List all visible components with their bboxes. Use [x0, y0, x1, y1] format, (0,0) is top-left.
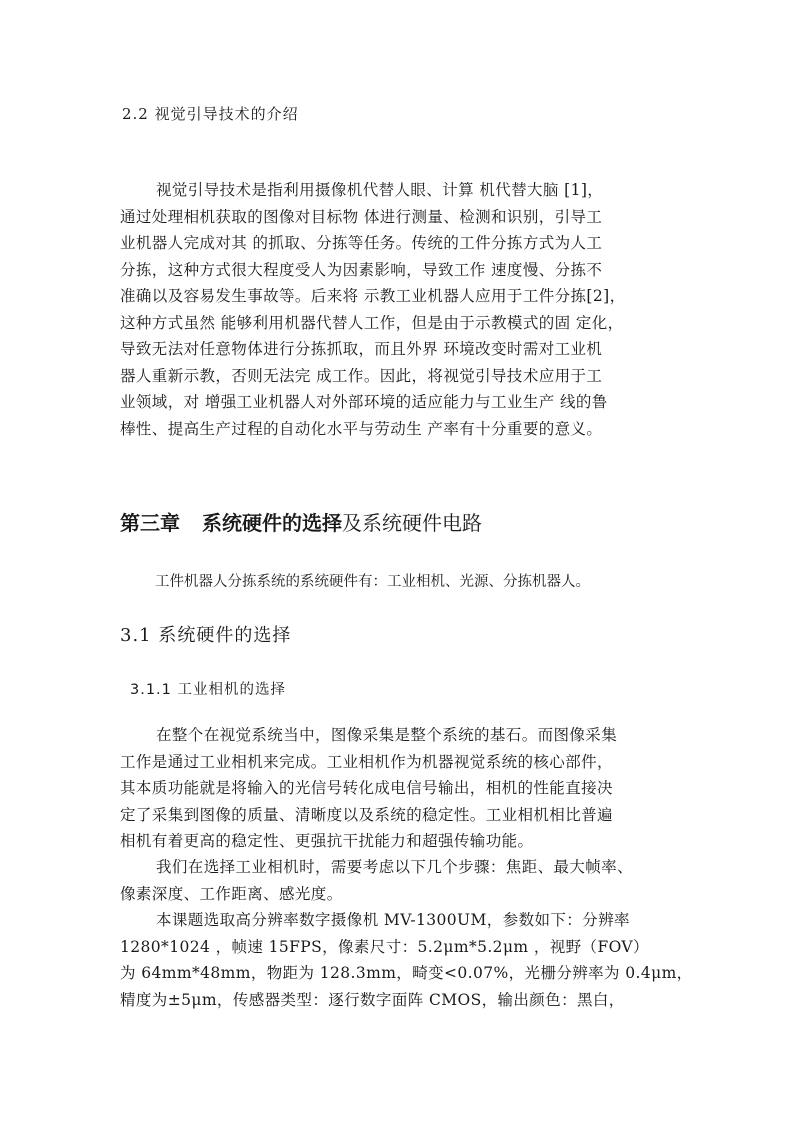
paragraph-line: 像素深度、工作距离、感光度。 [120, 884, 343, 903]
section-3-1-1-heading: 3.1.1 工业相机的选择 [130, 682, 287, 698]
paragraph-line: 业机器人完成对其 的抓取、分拣等任务。传统的工件分拣方式为人工 [120, 234, 603, 252]
paragraph-line: 在整个在视觉系统当中，图像采集是整个系统的基石。而图像采集 [156, 726, 618, 744]
paragraph-line: 分拣，这种方式很大程度受人为因素影响，导致工作 速度慢、分拣不 [120, 260, 603, 279]
paragraph-line: 本课题选取高分辨率数字摄像机 MV-1300UM，参数如下：分辨率 [156, 911, 630, 929]
paragraph-line: 定了采集到图像的质量、清晰度以及系统的稳定性。工业相机相比普遍 [120, 805, 613, 824]
paragraph-line: 其本质功能就是将输入的光信号转化成电信号输出，相机的性能直接决 [120, 779, 613, 797]
paragraph-line: 导致无法对任意物体进行分拣抓取，而且外界 环境改变时需对工业机 [120, 340, 603, 358]
chapter-3-intro: 工件机器人分拣系统的系统硬件有：工业相机、光源、分拣机器人。 [155, 574, 590, 590]
paragraph-line: 精度为±5μm，传感器类型：逐行数字面阵 CMOS，输出颜色：黑白， [120, 990, 625, 1009]
paragraph-line: 视觉引导技术是指利用摄像机代替人眼、计算 机代替大脑 [1]， [156, 181, 604, 199]
chapter-title-rest: 及系统硬件电路 [342, 511, 482, 535]
paragraph-line: 为 64mm*48mm，物距为 128.3mm，畸变<0.07%，光栅分辨率为 0.4μm， [120, 964, 693, 982]
section-3-1-1-paragraph-3 [120, 907, 693, 1013]
section-3-1-heading: 3.1 系统硬件的选择 [120, 625, 292, 646]
chapter-3-heading [120, 507, 482, 536]
paragraph-line: 准确以及容易发生事故等。后来将 示教工业机器人应用于工件分拣[2]， [120, 287, 626, 305]
chapter-title-bold: 系统硬件的选择 [202, 511, 342, 535]
paragraph-line: 相机有着更高的稳定性、更强抗干扰能力和超强传输功能。 [120, 832, 534, 850]
paragraph-line: 业领域，对 增强工业机器人对外部环境的适应能力与工业生产 线的鲁 [120, 393, 608, 411]
paragraph-line: 1280*1024 ，帧速 15FPS，像素尺寸：5.2μm*5.2μm ，视野（FOV） [120, 937, 649, 956]
section-3-1-1-paragraph-2 [120, 854, 680, 907]
paragraph-line: 棒性、提高生产过程的自动化水平与劳动生 产率有十分重要的意义。 [120, 419, 603, 438]
section-2-2-heading: 2.2 视觉引导技术的介绍 [122, 105, 299, 123]
paragraph-line: 我们在选择工业相机时，需要考虑以下几个步骤：焦距、最大帧率、 [156, 858, 634, 876]
paragraph-line: 工作是通过工业相机来完成。工业相机作为机器视觉系统的核心部件， [120, 752, 613, 771]
section-3-1-1-paragraph-1 [120, 722, 680, 855]
paragraph-line: 这种方式虽然 能够利用机器代替人工作，但是由于示教模式的固 定化， [120, 313, 624, 332]
paragraph-line: 器人重新示教，否则无法完 成工作。因此，将视觉引导技术应用于工 [120, 366, 603, 385]
paragraph-line: 通过处理相机获取的图像对目标物 体进行测量、检测和识别，引导工 [120, 207, 603, 226]
chapter-number: 第三章 [120, 511, 180, 535]
section-2-2-paragraph [120, 177, 680, 442]
